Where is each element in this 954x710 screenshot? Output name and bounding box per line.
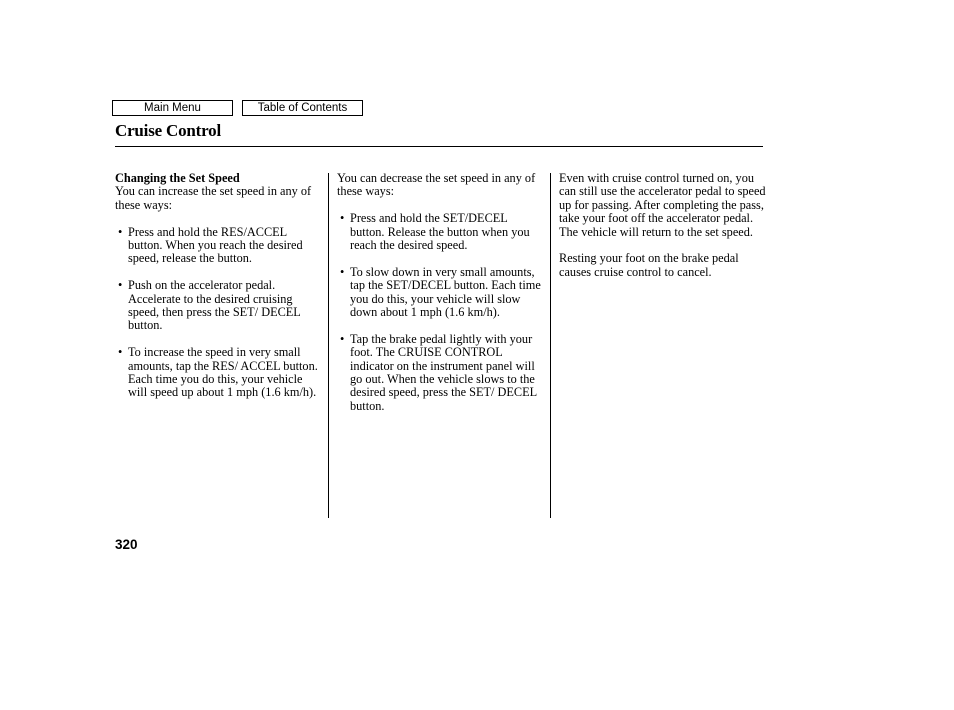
main-menu-button[interactable]: Main Menu <box>112 100 233 116</box>
list-item <box>337 266 542 320</box>
bullet-icon: • <box>118 345 123 360</box>
list-item-text: Press and hold the SET/DECEL button. Release the button when you reach the desired speed. <box>350 211 530 253</box>
list-item <box>115 346 320 400</box>
list-item <box>115 279 320 333</box>
list-item-text: Tap the brake pedal lightly with your foot. The CRUISE CONTROL indicator on the instrument panel will go out. When the vehicle slows to the desired speed, press the SET/ DECEL button. <box>350 331 537 413</box>
page-title: Cruise Control <box>115 121 221 140</box>
column-notes <box>559 172 767 279</box>
column-divider-2 <box>550 173 551 518</box>
bullet-icon: • <box>340 331 345 346</box>
table-of-contents-button[interactable]: Table of Contents <box>242 100 363 116</box>
intro-paragraph: You can decrease the set speed in any of these ways: <box>337 171 536 199</box>
bullet-icon: • <box>340 264 345 279</box>
list-item <box>337 333 542 413</box>
column-divider-1 <box>328 173 329 518</box>
column-decrease-speed <box>337 172 542 413</box>
list-item-text: Push on the accelerator pedal. Accelerate to the desired cruising speed, then press the SET/ DECEL button. <box>128 278 301 333</box>
list-item-text: To increase the speed in very small amounts, tap the RES/ ACCEL button. Each time you do this, your vehicle will speed up about 1 mph (1.6 km/h). <box>128 345 318 400</box>
intro-paragraph: You can increase the set speed in any of these ways: <box>115 184 312 212</box>
list-item-text: Press and hold the RES/ACCEL button. When you reach the desired speed, release the button. <box>128 224 303 266</box>
page-number: 320 <box>115 537 138 552</box>
bullet-icon: • <box>118 224 123 239</box>
note-paragraph: Even with cruise control turned on, you can still use the accelerator pedal to speed up for passing. After completing the pass, take your foot off the accelerator pedal. The vehicle will return to the set speed. <box>559 171 766 239</box>
column-increase-speed <box>115 172 320 400</box>
note-paragraph: Resting your foot on the brake pedal causes cruise control to cancel. <box>559 251 739 279</box>
list-item <box>115 226 320 266</box>
title-divider <box>115 146 763 147</box>
list-item <box>337 212 542 252</box>
bullet-icon: • <box>340 211 345 226</box>
section-subheading: Changing the Set Speed <box>115 171 240 185</box>
list-item-text: To slow down in very small amounts, tap the SET/DECEL button. Each time you do this, your vehicle will slow down about 1 mph (1.6 km/h). <box>350 264 541 320</box>
bullet-icon: • <box>118 278 123 293</box>
